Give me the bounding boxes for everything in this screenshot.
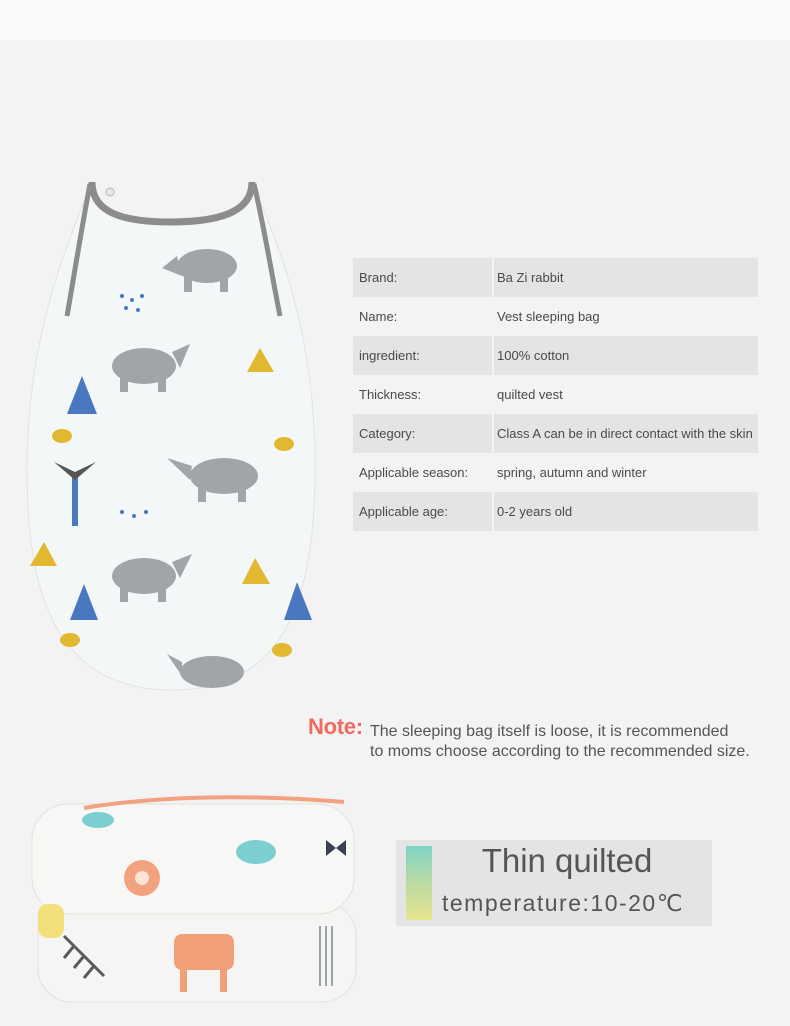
- yellow-leaf-print: [38, 904, 64, 938]
- palm-print: [72, 476, 78, 526]
- spec-row-empty: [353, 531, 758, 570]
- thickness-badge: [396, 840, 712, 926]
- spec-label: Category:: [359, 426, 416, 441]
- spec-label: Brand:: [359, 270, 398, 285]
- spec-value: quilted vest: [497, 387, 563, 402]
- spec-row-thickness: [353, 375, 758, 414]
- spec-value: Vest sleeping bag: [497, 309, 600, 324]
- spec-label: Applicable age:: [359, 504, 448, 519]
- spec-label: Applicable season:: [359, 465, 469, 480]
- top-band: [0, 0, 790, 40]
- spec-divider: [492, 453, 494, 492]
- badge-temperature: temperature:10-20℃: [442, 890, 685, 916]
- flower-print: [124, 860, 160, 896]
- spec-divider: [492, 531, 494, 570]
- spec-divider: [492, 375, 494, 414]
- snap-button: [106, 188, 114, 196]
- spec-divider: [492, 297, 494, 336]
- rabbit-print-3: [60, 633, 80, 647]
- size-note: [308, 714, 750, 760]
- spec-divider: [492, 414, 494, 453]
- rabbit-print-2: [274, 437, 294, 451]
- note-line-2: to moms choose according to the recommended size.: [370, 743, 750, 760]
- spec-row-name: [353, 297, 758, 336]
- spec-value: spring, autumn and winter: [497, 465, 647, 480]
- quilt-top: [32, 804, 354, 914]
- spec-row-brand: [353, 258, 758, 297]
- spec-row-age: [353, 492, 758, 531]
- spec-row-ingredient: [353, 336, 758, 375]
- spec-row-season: [353, 453, 758, 492]
- spec-value: Ba Zi rabbit: [497, 270, 564, 285]
- spec-divider: [492, 492, 494, 531]
- spec-value: 100% cotton: [497, 348, 570, 363]
- spec-divider: [492, 336, 494, 375]
- sleeping-bag-image: [22, 176, 322, 696]
- spec-row-category: [353, 414, 758, 453]
- spec-value: 0-2 years old: [497, 504, 573, 519]
- spec-label: Name:: [359, 309, 398, 324]
- note-line-1: The sleeping bag itself is loose, it is recommended: [370, 723, 729, 740]
- spec-divider: [492, 258, 494, 297]
- rabbit-print-1: [52, 429, 72, 443]
- note-label: Note:: [308, 714, 363, 739]
- spec-value: Class A can be in direct contact with the skin: [497, 426, 753, 441]
- folded-quilts-image: [24, 786, 364, 1006]
- badge-title: Thin quilted: [481, 842, 653, 879]
- spec-label: Thickness:: [359, 387, 422, 402]
- rabbit-print-4: [272, 643, 292, 657]
- spec-label: ingredient:: [359, 348, 420, 363]
- spec-table: [353, 258, 758, 570]
- neckline-trim: [92, 182, 252, 222]
